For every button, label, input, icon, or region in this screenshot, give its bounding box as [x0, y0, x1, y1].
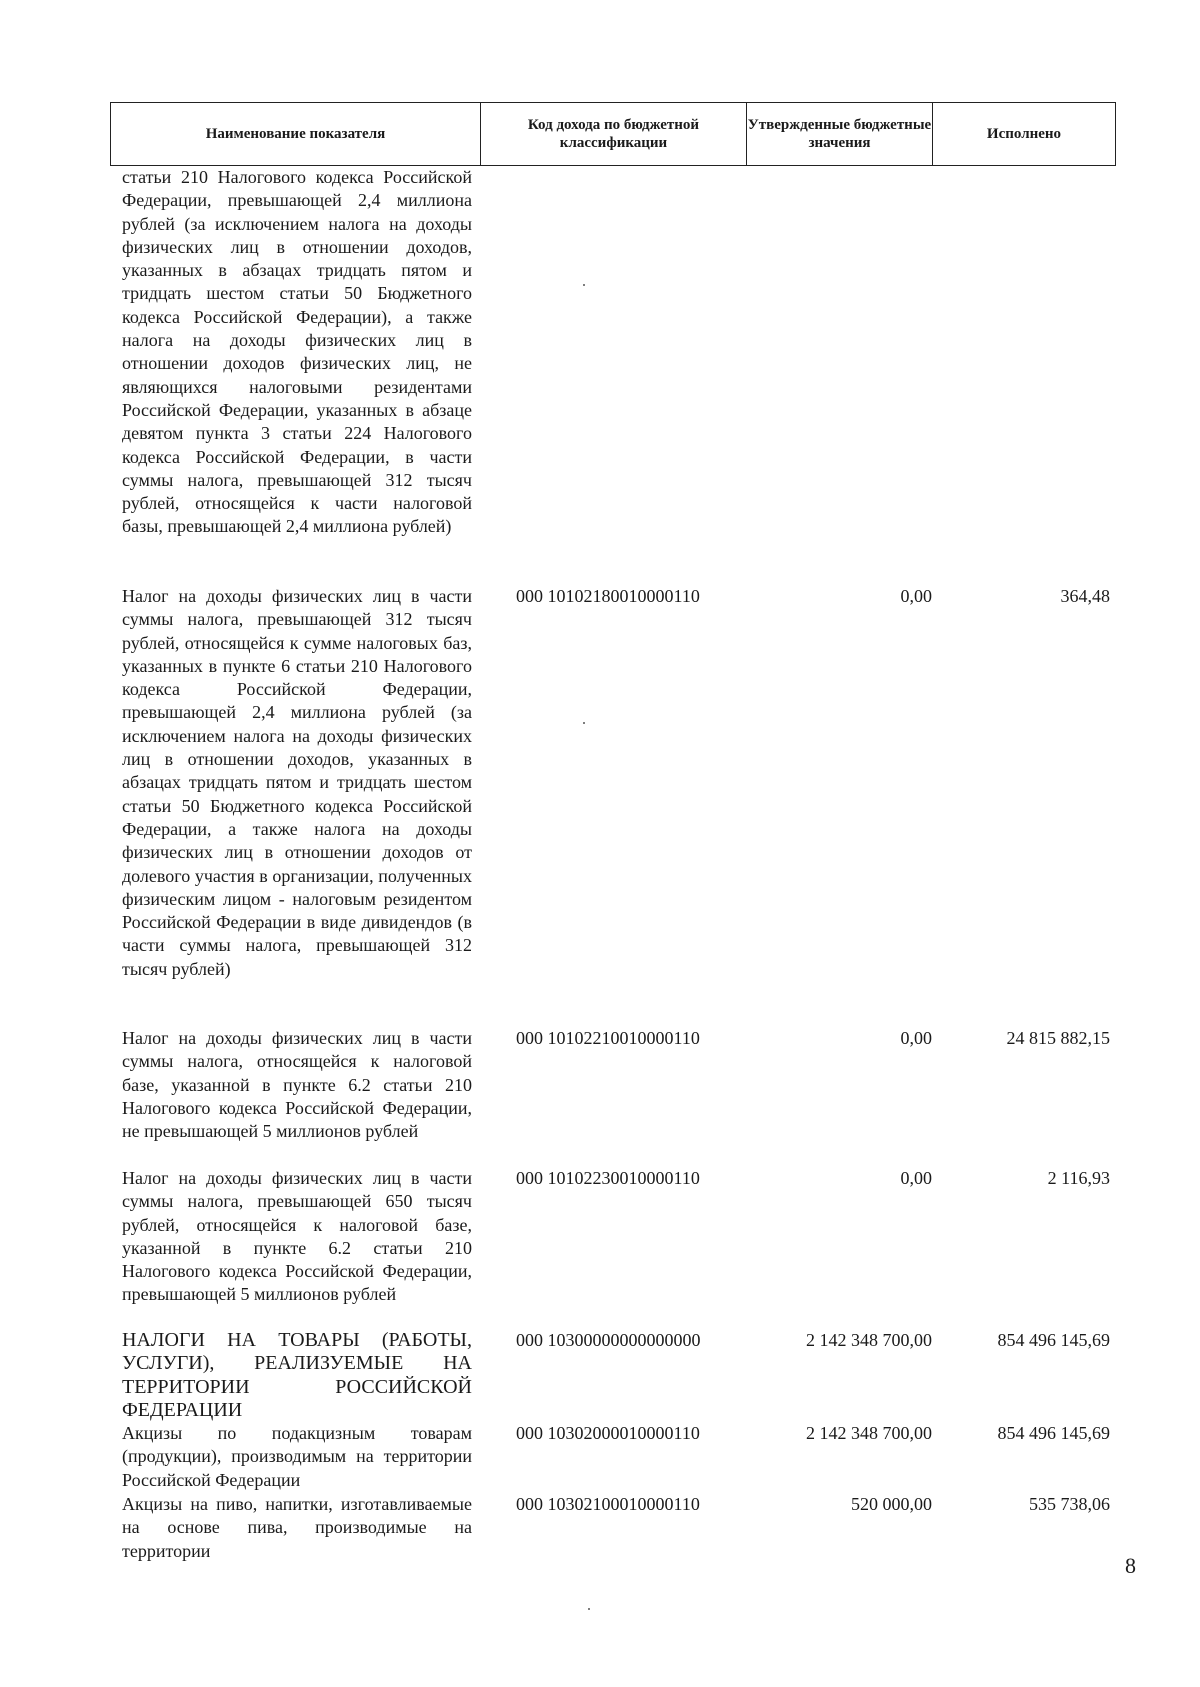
row-done: 535 738,06 [1029, 1494, 1110, 1514]
row-name: Акцизы на пиво, напитки, изготавливаемые на основе пива, производимые на территории [122, 1494, 472, 1561]
header-done-label: Исполнено [986, 126, 1062, 142]
scan-speck [583, 722, 585, 724]
header-name-label: Наименование показателя [205, 126, 386, 142]
row-plan: 0,00 [900, 586, 932, 606]
row-code: 000 10102180010000110 [516, 586, 700, 606]
header-code-label: Код дохода по бюджетной классификации [527, 117, 700, 151]
row-done: 364,48 [1060, 586, 1110, 606]
row-code: 000 10300000000000000 [516, 1330, 701, 1350]
header-code-column [480, 102, 746, 166]
header-plan-column [746, 102, 932, 166]
row-code: 000 10302000010000110 [516, 1423, 700, 1443]
header-plan-label: Утвержденные бюджетные значения [747, 117, 932, 151]
row-name: Акцизы по подакцизным товарам (продукции), производимым на территории Российской Федерации [122, 1423, 472, 1490]
row-name: Налог на доходы физических лиц в части суммы налога, превышающей 650 тысяч рублей, относящейся к налоговой базе, указанной в пункте 6.2 статьи 210 Налогового кодекса Российской Федерации, превышающей 5 миллионов рублей [122, 1168, 472, 1305]
row-plan: 0,00 [900, 1028, 932, 1048]
row-plan: 520 000,00 [851, 1494, 932, 1514]
row-name: НАЛОГИ НА ТОВАРЫ (РАБОТЫ, УСЛУГИ), РЕАЛИЗУЕМЫЕ НА ТЕРРИТОРИИ РОССИЙСКОЙ ФЕДЕРАЦИИ [122, 1329, 472, 1421]
row-plan: 2 142 348 700,00 [806, 1423, 932, 1443]
row-name: Налог на доходы физических лиц в части суммы налога, превышающей 312 тысяч рублей, относящейся к сумме налоговых баз, указанных в пункте 6 статьи 210 Налогового кодекса Российской Федерации, превышающей 2,4 миллиона рублей (за исключением налога на доходы физических лиц в отношении доходов, указанных в абзацах тридцать пятом и тридцать шестом статьи 50 Бюджетного кодекса Российской Федерации, а также налога на доходы физических лиц в отношении доходов от долевого участия в организации, полученных физическим лицом - налоговым резидентом Российской Федерации в виде дивидендов (в части суммы налога, превышающей 312 тысяч рублей) [122, 586, 472, 979]
row-plan: 2 142 348 700,00 [806, 1330, 932, 1350]
scan-speck [583, 284, 585, 286]
row-done: 854 496 145,69 [997, 1423, 1110, 1443]
row-name: статьи 210 Налогового кодекса Российской Федерации, превышающей 2,4 миллиона рублей (за исключением налога на доходы физических лиц в отношении доходов, указанных в абзацах тридцать пятом и тридцать шестом статьи 50 Бюджетного кодекса Российской Федерации), а также налога на доходы физических лиц в отношении доходов физических лиц, не являющихся налоговыми резидентами Российской Федерации, указанных в абзаце девятом пункта 3 статьи 224 Налогового кодекса Российской Федерации, в части суммы налога, превышающей 312 тысяч рублей, относящейся к части налоговой базы, превышающей 2,4 миллиона рублей) [122, 167, 472, 537]
row-code: 000 10102230010000110 [516, 1168, 700, 1188]
row-name: Налог на доходы физических лиц в части суммы налога, относящейся к налоговой базе, указанной в пункте 6.2 статьи 210 Налогового кодекса Российской Федерации, не превышающей 5 миллионов рублей [122, 1028, 472, 1142]
scan-speck [588, 1608, 590, 1610]
row-plan: 0,00 [900, 1168, 932, 1188]
page-number: 8 [1125, 1553, 1136, 1578]
row-done: 854 496 145,69 [997, 1330, 1110, 1350]
row-code: 000 10302100010000110 [516, 1494, 700, 1514]
header-name-column [110, 102, 480, 166]
header-done-column [932, 102, 1116, 166]
row-done: 24 815 882,15 [1006, 1028, 1110, 1048]
row-done: 2 116,93 [1047, 1168, 1110, 1188]
row-code: 000 10102210010000110 [516, 1028, 700, 1048]
